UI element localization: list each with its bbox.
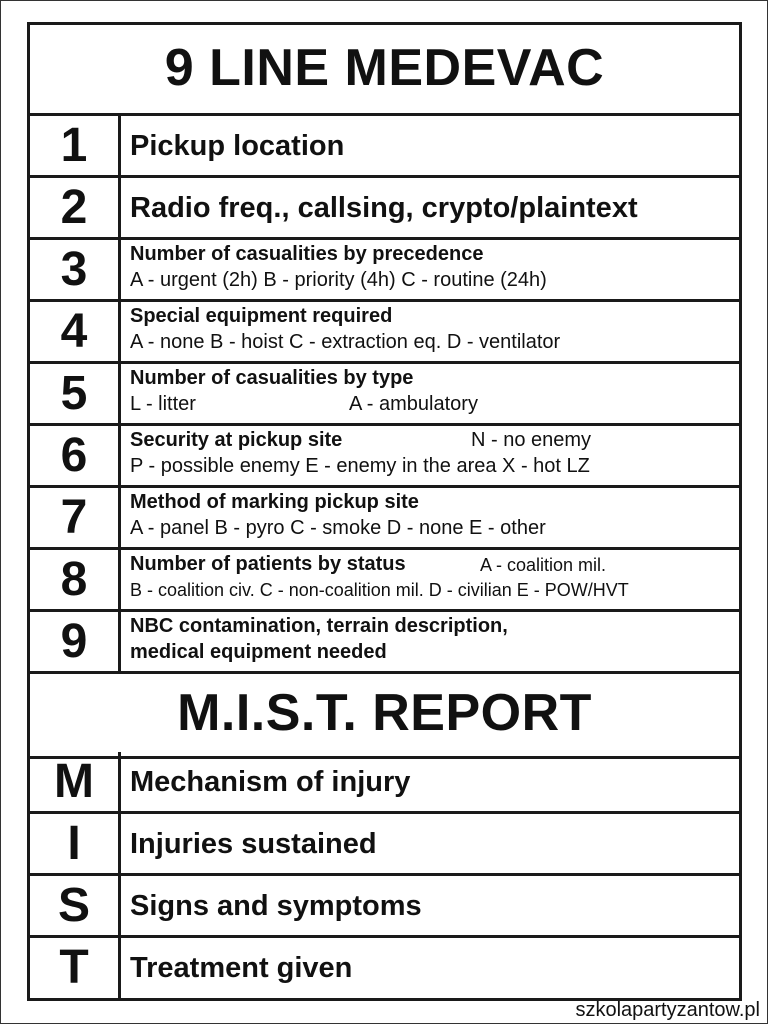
medevac-title: 9 LINE MEDEVAC xyxy=(30,25,739,116)
line-number: 6 xyxy=(30,426,121,485)
line-detail: B - coalition civ. C - non-coalition mil. D - civilian E - POW/HVT xyxy=(130,580,629,600)
mist-line-t xyxy=(30,938,739,997)
medevac-line-7 xyxy=(30,488,739,550)
line-heading: Method of marking pickup site xyxy=(130,491,419,513)
mist-title: M.I.S.T. REPORT xyxy=(30,671,739,759)
medevac-line-8 xyxy=(30,550,739,612)
line-detail: A - urgent (2h) B - priority (4h) C - routine (24h) xyxy=(130,269,547,291)
mist-line-m xyxy=(30,752,739,814)
line-detail: P - possible enemy E - enemy in the area X - hot LZ xyxy=(130,455,590,477)
mist-text: Mechanism of injury xyxy=(130,766,411,798)
medevac-line-3 xyxy=(30,240,739,302)
mist-letter: I xyxy=(30,814,121,873)
line-text: Pickup location xyxy=(130,130,345,162)
website-credit: szkolapartyzantow.pl xyxy=(575,999,760,1021)
reference-card xyxy=(27,22,742,1001)
mist-line-i xyxy=(30,814,739,876)
line-detail: medical equipment needed xyxy=(130,641,387,663)
line-detail: A - panel B - pyro C - smoke D - none E - other xyxy=(130,517,546,539)
line-heading: Number of casualities by precedence xyxy=(130,243,484,265)
line-number: 8 xyxy=(30,550,121,609)
line-text: Radio freq., callsing, crypto/plaintext xyxy=(130,192,638,224)
line-number: 1 xyxy=(30,116,121,175)
mist-letter: M xyxy=(30,752,121,811)
line-heading: Number of casualities by type xyxy=(130,367,414,389)
line-detail-litter: L - litter xyxy=(130,393,196,415)
line-number: 2 xyxy=(30,178,121,237)
medevac-line-2 xyxy=(30,178,739,240)
line-number: 4 xyxy=(30,302,121,361)
medevac-line-9 xyxy=(30,612,739,674)
medevac-line-4 xyxy=(30,302,739,364)
medevac-line-6 xyxy=(30,426,739,488)
line-heading: NBC contamination, terrain description, xyxy=(130,615,508,637)
line-detail-ambulatory: A - ambulatory xyxy=(349,393,478,415)
mist-text: Treatment given xyxy=(130,952,353,984)
medevac-line-5 xyxy=(30,364,739,426)
line-heading-extra: A - coalition mil. xyxy=(480,555,607,575)
mist-text: Signs and symptoms xyxy=(130,890,422,922)
line-heading: Security at pickup site xyxy=(130,429,343,451)
mist-line-s xyxy=(30,876,739,938)
line-heading-extra: N - no enemy xyxy=(471,429,592,451)
medevac-line-1 xyxy=(30,116,739,178)
line-number: 7 xyxy=(30,488,121,547)
line-heading: Special equipment required xyxy=(130,305,393,327)
mist-text: Injuries sustained xyxy=(130,828,377,860)
mist-letter: S xyxy=(30,876,121,935)
line-number: 3 xyxy=(30,240,121,299)
line-number: 9 xyxy=(30,612,121,671)
line-heading: Number of patients by status xyxy=(130,553,406,575)
line-number: 5 xyxy=(30,364,121,423)
line-detail: A - none B - hoist C - extraction eq. D - ventilator xyxy=(130,331,561,353)
mist-letter: T xyxy=(30,938,121,998)
